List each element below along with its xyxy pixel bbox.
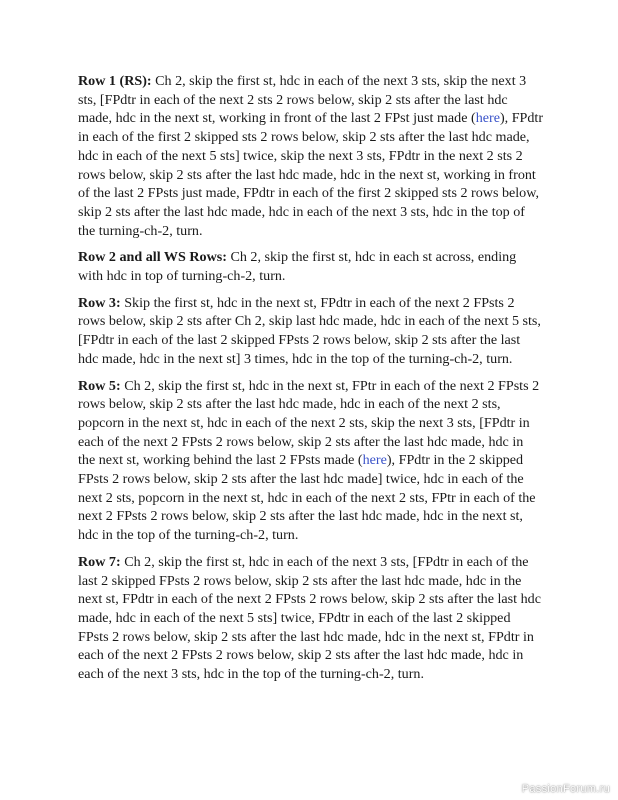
watermark: PassionForum.ru xyxy=(521,783,610,795)
row-2-paragraph xyxy=(78,248,544,285)
instruction-text: ), FPdtr in the 2 skipped FPsts 2 rows below, skip 2 sts after the last hdc made] twice, hdc in each of the next 2 sts, popcorn in the next st, hdc in each of the next 2 sts, FPtr in each of the next 2 FPsts 2 rows below, skip 2 sts after the last hdc made, hdc in the next st, hdc in the top of the turning-ch-2, turn. xyxy=(78,452,536,544)
here-link[interactable]: here xyxy=(475,110,500,127)
instruction-text: Ch 2, skip the first st, hdc in the next st, FPtr in each of the next 2 FPsts 2 rows below, skip 2 sts after the last hdc made, hdc in each of the next 2 sts, popcorn in the next st, hdc in each of the next 2 sts, skip the next 3 sts, [FPdtr in each of the next 2 FPsts 2 rows below, skip 2 sts after the last hdc made, hdc in the next st, working behind the last 2 FPsts made ( xyxy=(78,377,540,469)
row-7-paragraph xyxy=(78,553,544,684)
row-label: Row 5: xyxy=(78,377,121,394)
instruction-text: Ch 2, skip the first st, hdc in each of the next 3 sts, [FPdtr in each of the last 2 skipped FPsts 2 rows below, skip 2 sts after the last hdc made, hdc in the next st, FPdtr in each of the next 2 FPsts 2 rows below, skip 2 sts after the last hdc made, hdc in each of the next 5 sts] twice, FPdtr in each of the last 2 skipped FPsts 2 rows below, skip 2 sts after the last hdc made, hdc in the next st, FPdtr in each of the next 2 FPsts 2 rows below, skip 2 sts after the last hdc made, hdc in each of the next 3 sts, hdc in the top of the turning-ch-2, turn. xyxy=(78,553,541,683)
instruction-text: Skip the first st, hdc in the next st, FPdtr in each of the next 2 FPsts 2 rows below, skip 2 sts after Ch 2, skip last hdc made, hdc in each of the next 5 sts, [FPdtr in each of the last 2 skipped FPsts 2 rows below, skip 2 sts after the last hdc made, hdc in the next st] 3 times, hdc in the top of the turning-ch-2, turn. xyxy=(78,294,541,367)
instruction-text: Ch 2, skip the first st, hdc in each of the next 3 sts, skip the next 3 sts, [FPdtr in each of the next 2 sts 2 rows below, skip 2 sts after the last hdc made, hdc in the next st, working in front of the last 2 FPst just made ( xyxy=(78,73,527,127)
row-label: Row 3: xyxy=(78,294,121,311)
pattern-instructions xyxy=(78,72,544,692)
row-1-paragraph xyxy=(78,72,544,240)
row-5-paragraph xyxy=(78,377,544,545)
here-link[interactable]: here xyxy=(362,452,387,469)
row-label: Row 1 (RS): xyxy=(78,73,152,89)
instruction-text: ), FPdtr in each of the first 2 skipped sts 2 rows below, skip 2 sts after the last hdc made, hdc in each of the next 5 sts] twice, skip the next 3 sts, FPdtr in the next 2 sts 2 rows below, skip 2 sts after the last hdc made, hdc in the next st, working in front of the last 2 FPsts just made, FPdtr in each of the first 2 skipped sts 2 rows below, skip 2 sts after the last hdc made, hdc in each of the next 3 sts, hdc in the top of the turning-ch-2, turn. xyxy=(78,110,544,239)
instruction-text: Ch 2, skip the first st, hdc in each st across, ending with hdc in top of turning-ch-2, turn. xyxy=(78,249,517,285)
row-3-paragraph xyxy=(78,294,544,369)
row-label: Row 7: xyxy=(78,553,121,570)
row-label: Row 2 and all WS Rows: xyxy=(78,249,227,266)
